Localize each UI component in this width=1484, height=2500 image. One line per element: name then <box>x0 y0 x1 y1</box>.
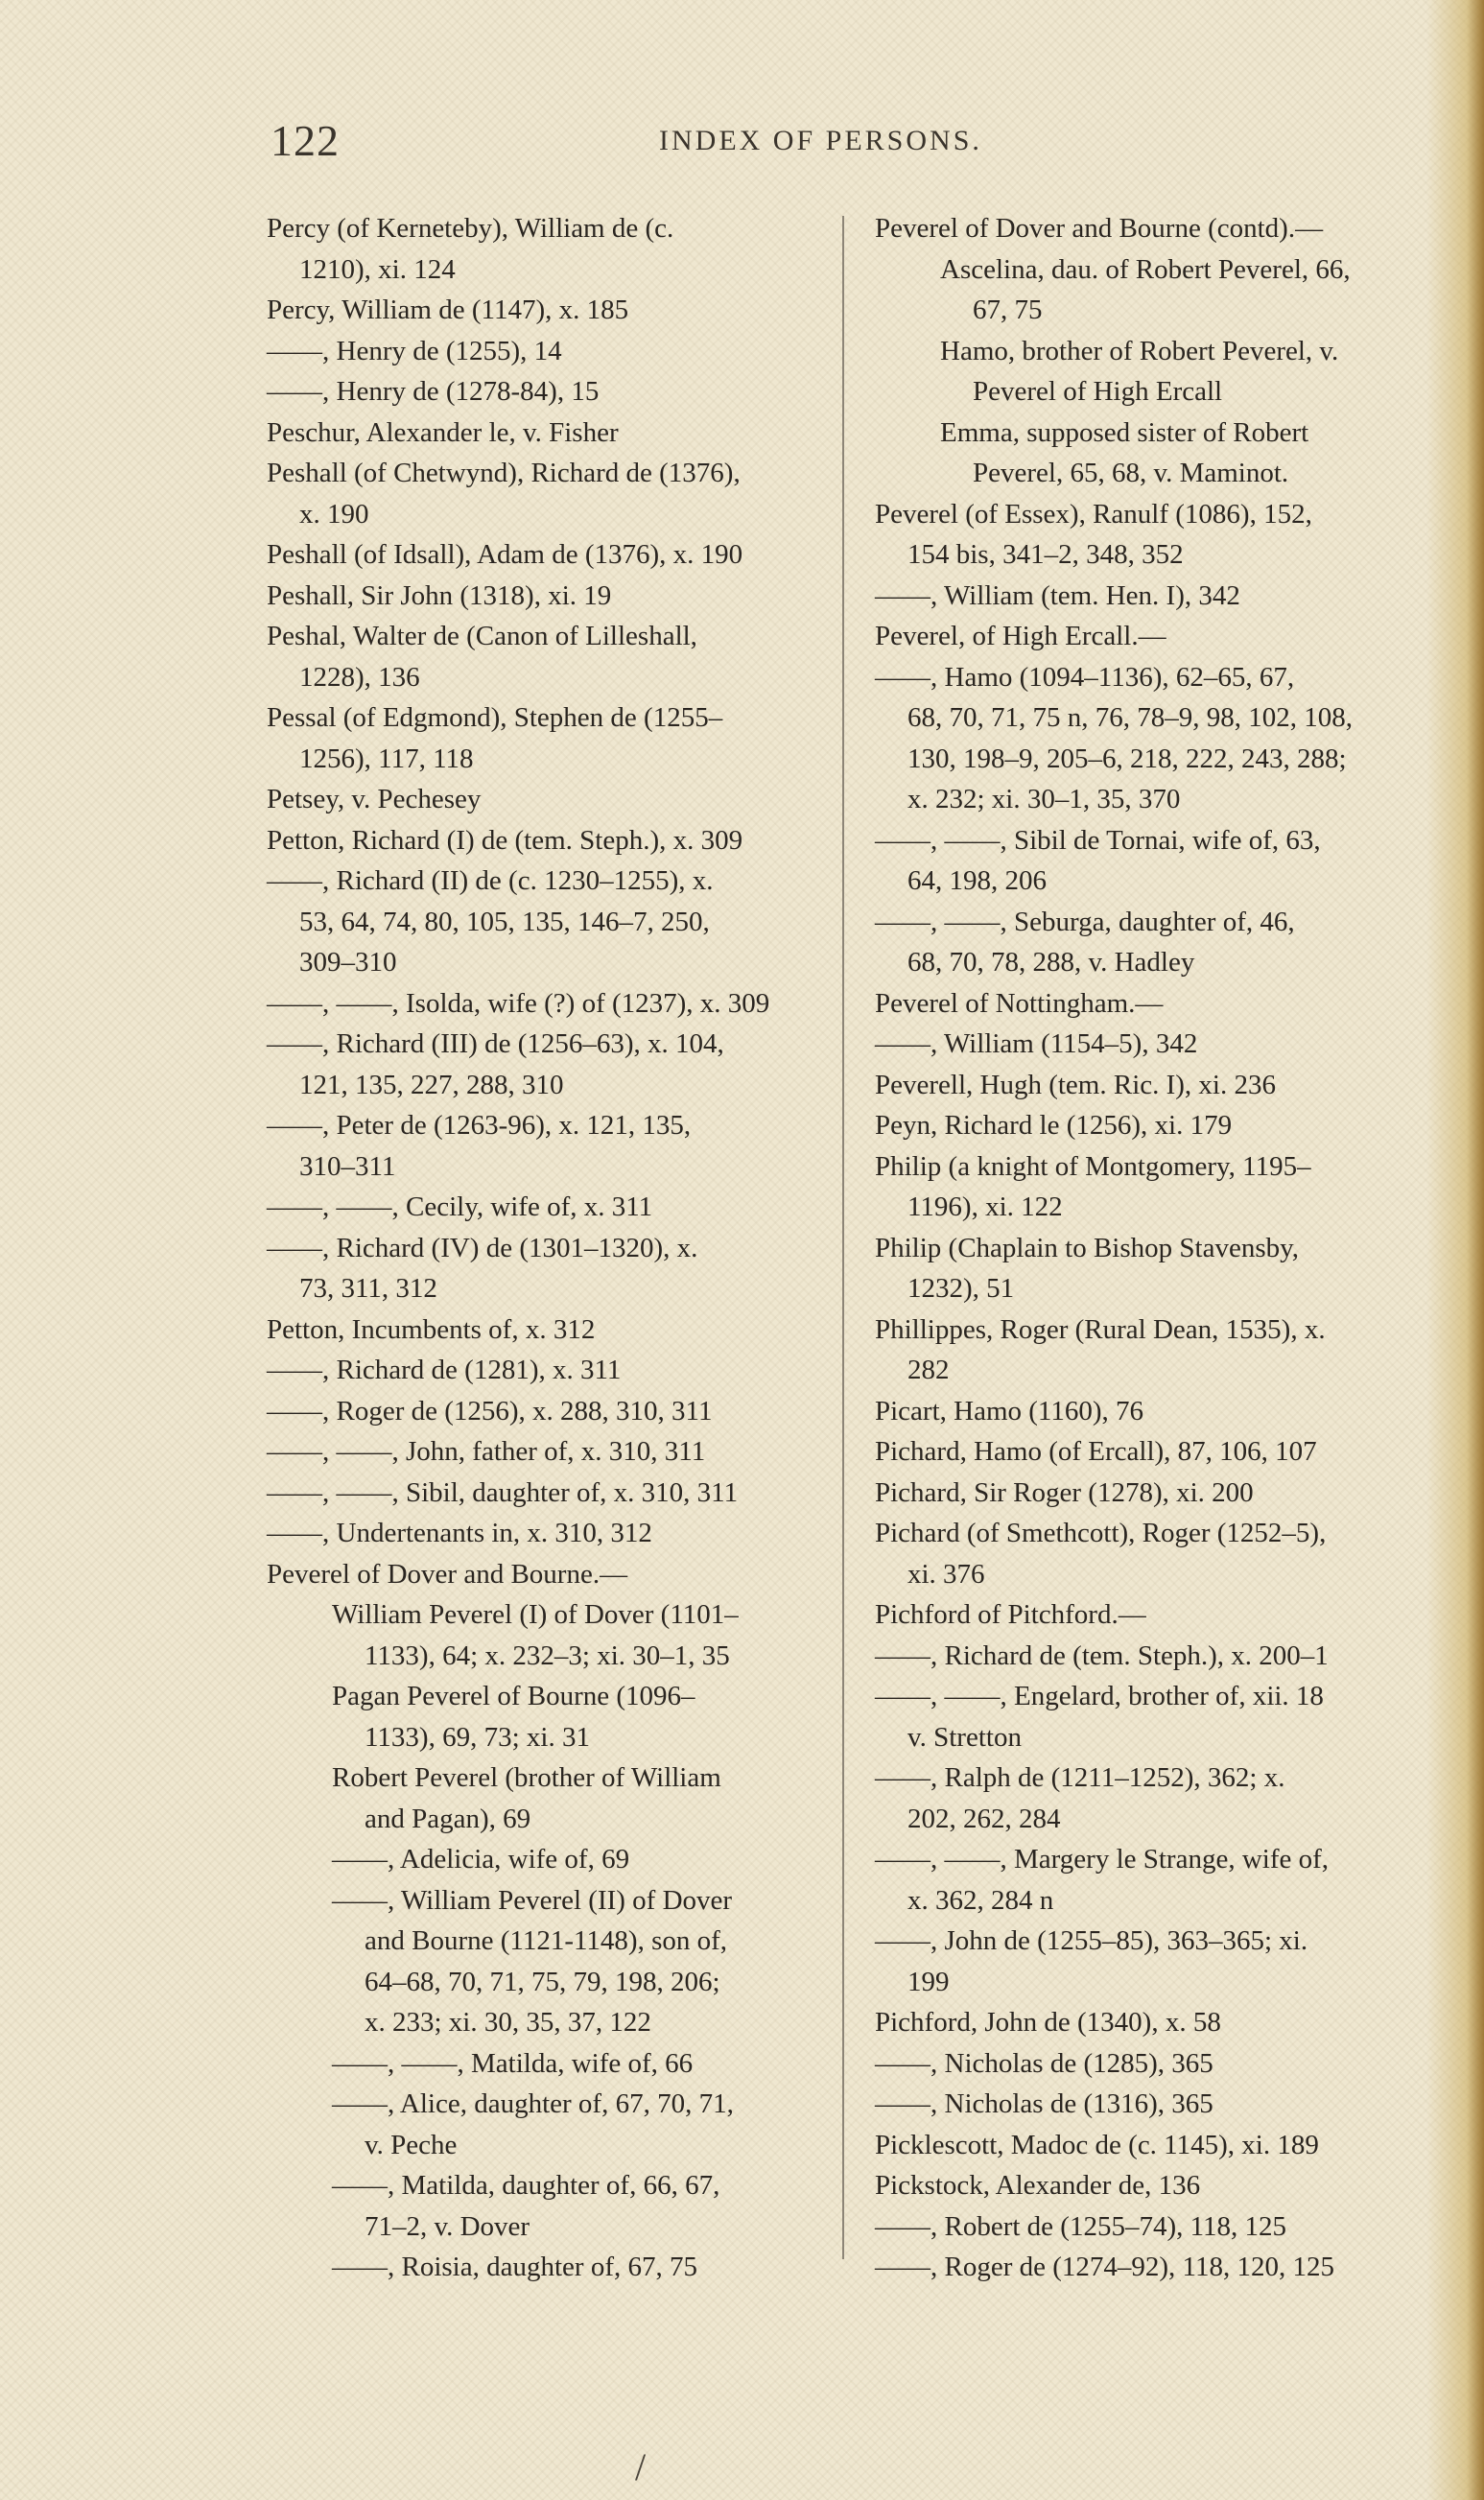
index-entry <box>267 983 828 1025</box>
index-entry-line: ——, Richard (II) de (c. 1230–1255), x. <box>267 865 714 896</box>
index-entry-line: Pichard, Hamo (of Ercall), 87, 106, 107 <box>875 1436 1317 1467</box>
index-entry-line: Picklescott, Madoc de (c. 1145), xi. 189 <box>875 2129 1319 2160</box>
index-entry-line: ——, Henry de (1255), 14 <box>267 335 562 366</box>
index-entry <box>267 1228 828 1309</box>
index-entry-line: ——, ——, Margery le Strange, wife of, <box>875 1844 1330 1875</box>
index-column-right <box>875 208 1436 2288</box>
index-entry-line: 282 <box>907 1355 950 1385</box>
index-entry-line: ——, ——, Seburga, daughter of, 46, <box>875 906 1295 937</box>
index-entry-line: Pichford of Pitchford.— <box>875 1599 1146 1630</box>
index-entry-line: ——, Roisia, daughter of, 67, 75 <box>332 2252 697 2282</box>
index-entry-line: ——, Roger de (1274–92), 118, 120, 125 <box>875 2252 1334 2282</box>
index-entry <box>875 657 1436 820</box>
index-entry <box>875 576 1436 617</box>
index-entry-line: William Peverel (I) of Dover (1101– <box>332 1599 739 1630</box>
index-entry <box>267 1391 828 1432</box>
index-entry <box>267 1594 828 1676</box>
index-entry-line: 73, 311, 312 <box>299 1273 437 1304</box>
index-entry <box>875 1065 1436 1106</box>
index-entry-line: ——, Richard de (tem. Steph.), x. 200–1 <box>875 1639 1329 1671</box>
index-entry-line: Pichford, John de (1340), x. 58 <box>875 2007 1221 2038</box>
index-entry-line: ——, Peter de (1263-96), x. 121, 135, <box>267 1110 692 1141</box>
index-entry-line: and Bourne (1121-1148), son of, <box>365 1925 728 1956</box>
index-entry-line: Robert Peverel (brother of William <box>332 1762 721 1793</box>
index-entry-line: Peverel of High Ercall <box>973 376 1223 407</box>
index-entry-line: ——, Hamo (1094–1136), 62–65, 67, <box>875 661 1295 693</box>
index-entry-line: ——, ——, Matilda, wife of, 66 <box>332 2047 694 2079</box>
index-entry-line: ——, Alice, daughter of, 67, 70, 71, <box>332 2088 734 2119</box>
index-entry-line: Peverel, 65, 68, v. Maminot. <box>973 458 1289 488</box>
index-entry-line: 71–2, v. Dover <box>365 2210 530 2242</box>
index-entry-line: ——, Matilda, daughter of, 66, 67, <box>332 2170 720 2201</box>
index-entry-line: 309–310 <box>299 947 397 978</box>
index-entry-line: Peverel, of High Ercall.— <box>875 621 1166 651</box>
column-divider <box>842 216 844 2259</box>
index-entry <box>267 1839 828 1880</box>
index-entry <box>267 779 828 820</box>
index-entry-line: ——, Nicholas de (1316), 365 <box>875 2088 1213 2119</box>
index-entry <box>267 2165 828 2247</box>
index-entry-line: 68, 70, 71, 75 n, 76, 78–9, 98, 102, 108, <box>907 702 1353 733</box>
index-entry <box>875 1391 1436 1432</box>
index-entry <box>875 1676 1436 1757</box>
index-entry <box>875 1431 1436 1473</box>
index-entry <box>875 1757 1436 1839</box>
index-entry-line: Peshall, Sir John (1318), xi. 19 <box>267 579 612 611</box>
index-entry-line: ——, ——, Isolda, wife (?) of (1237), x. 309 <box>267 987 770 1019</box>
index-entry-line: ——, ——, Sibil, daughter of, x. 310, 311 <box>267 1476 739 1508</box>
index-entry <box>875 820 1436 902</box>
index-entry <box>267 331 828 372</box>
index-entry <box>875 413 1436 494</box>
index-entry <box>267 1676 828 1757</box>
index-entry-line: Peshal, Walter de (Canon of Lilleshall, <box>267 621 697 651</box>
index-entry <box>875 1594 1436 1636</box>
index-entry <box>875 2247 1436 2288</box>
index-entry-line: ——, John de (1255–85), 363–365; xi. <box>875 1925 1308 1956</box>
index-entry-line: 130, 198–9, 205–6, 218, 222, 243, 288; <box>907 743 1347 774</box>
index-entry-line: Pichard, Sir Roger (1278), xi. 200 <box>875 1476 1254 1508</box>
index-entry <box>875 2206 1436 2248</box>
index-entry-line: ——, Robert de (1255–74), 118, 125 <box>875 2210 1287 2242</box>
index-entry-line: Pessal (of Edgmond), Stephen de (1255– <box>267 702 723 733</box>
index-entry-line: x. 232; xi. 30–1, 35, 370 <box>907 784 1181 814</box>
page-header <box>271 115 1038 173</box>
index-entry <box>267 371 828 413</box>
index-entry-line: Picart, Hamo (1160), 76 <box>875 1395 1144 1427</box>
index-entry-line: and Pagan), 69 <box>365 1803 531 1834</box>
index-entry-line: ——, William (tem. Hen. I), 342 <box>875 579 1240 611</box>
index-entry-line: Peverel of Dover and Bourne (contd).— <box>875 213 1324 244</box>
index-entry <box>267 1350 828 1391</box>
index-entry <box>875 902 1436 983</box>
index-entry <box>267 2084 828 2165</box>
running-head: INDEX OF PERSONS. <box>659 125 982 156</box>
index-entry-line: ——, ——, John, father of, x. 310, 311 <box>267 1436 706 1467</box>
index-entry <box>875 1024 1436 1065</box>
index-entry-line: Emma, supposed sister of Robert <box>940 416 1309 448</box>
index-entry-line: ——, Undertenants in, x. 310, 312 <box>267 1518 652 1548</box>
index-entry-line: ——, William (1154–5), 342 <box>875 1028 1198 1059</box>
index-entry-line: Petton, Incumbents of, x. 312 <box>267 1313 596 1345</box>
index-entry-line: 1133), 64; x. 232–3; xi. 30–1, 35 <box>365 1639 730 1671</box>
index-entry-line: 67, 75 <box>973 295 1043 325</box>
index-entry-line: xi. 376 <box>907 1558 985 1590</box>
index-entry <box>875 1309 1436 1391</box>
index-entry-line: ——, William Peverel (II) of Dover <box>332 1884 733 1916</box>
index-entry <box>875 1473 1436 1514</box>
index-entry-line: 64, 198, 206 <box>907 865 1047 896</box>
index-entry-line: Philip (a knight of Montgomery, 1195– <box>875 1150 1311 1182</box>
index-entry-line: 154 bis, 341–2, 348, 352 <box>907 539 1184 570</box>
index-entry-line: ——, Richard de (1281), x. 311 <box>267 1355 622 1385</box>
index-entry-line: 202, 262, 284 <box>907 1803 1061 1834</box>
index-entry-line: Percy (of Kerneteby), William de (c. <box>267 213 674 244</box>
index-entry <box>267 2043 828 2085</box>
index-entry <box>267 616 828 697</box>
index-entry-line: x. 233; xi. 30, 35, 37, 122 <box>365 2007 651 2038</box>
index-entry-line: x. 190 <box>299 498 369 530</box>
index-entry <box>267 820 828 861</box>
page-number: 122 <box>271 116 340 165</box>
index-entry-line: Petsey, v. Pechesey <box>267 784 482 814</box>
index-entry-line: Peverel (of Essex), Ranulf (1086), 152, <box>875 498 1312 530</box>
index-entry-line: Peschur, Alexander le, v. Fisher <box>267 416 619 448</box>
index-entry <box>875 1105 1436 1146</box>
index-entry <box>875 1636 1436 1677</box>
index-entry-line: Peverel of Dover and Bourne.— <box>267 1558 628 1590</box>
index-entry <box>267 2247 828 2288</box>
index-entry <box>267 1105 828 1187</box>
index-entry <box>267 1513 828 1554</box>
index-entry-line: Hamo, brother of Robert Peverel, v. <box>940 335 1339 366</box>
index-entry-line: 121, 135, 227, 288, 310 <box>299 1069 564 1100</box>
index-entry-line: ——, ——, Sibil de Tornai, wife of, 63, <box>875 824 1321 856</box>
index-entry <box>875 983 1436 1025</box>
index-entry-line: Pickstock, Alexander de, 136 <box>875 2170 1201 2201</box>
index-entry <box>267 534 828 576</box>
index-entry <box>875 2165 1436 2206</box>
index-entry <box>875 2125 1436 2166</box>
index-entry <box>267 1024 828 1105</box>
index-entry-line: 1256), 117, 118 <box>299 743 474 774</box>
index-entry <box>875 249 1436 331</box>
index-entry <box>875 616 1436 657</box>
index-entry <box>267 861 828 983</box>
index-entry <box>267 1431 828 1473</box>
index-entry <box>875 1513 1436 1594</box>
index-entry <box>267 697 828 779</box>
index-entry-line: 1196), xi. 122 <box>907 1191 1063 1222</box>
index-entry <box>267 1309 828 1351</box>
footer-mark: / <box>635 2445 647 2488</box>
index-entry-line: 199 <box>907 1966 950 1997</box>
index-entry <box>267 576 828 617</box>
index-entry-line: Percy, William de (1147), x. 185 <box>267 295 629 325</box>
index-entry-line: Peyn, Richard le (1256), xi. 179 <box>875 1110 1233 1141</box>
index-entry <box>267 453 828 534</box>
index-entry-line: ——, Adelicia, wife of, 69 <box>332 1844 630 1875</box>
index-entry-line: ——, Richard (III) de (1256–63), x. 104, <box>267 1028 724 1059</box>
index-entry-line: 310–311 <box>299 1150 396 1182</box>
index-entry <box>267 1554 828 1595</box>
index-entry <box>875 494 1436 576</box>
index-entry <box>267 1880 828 2043</box>
index-entry <box>875 2084 1436 2125</box>
index-entry-line: Petton, Richard (I) de (tem. Steph.), x. 309 <box>267 824 743 856</box>
index-entry <box>875 208 1436 249</box>
index-entry-line: 64–68, 70, 71, 75, 79, 198, 206; <box>365 1966 720 1997</box>
index-entry-line: Peverel of Nottingham.— <box>875 987 1164 1019</box>
index-entry-line: ——, Roger de (1256), x. 288, 310, 311 <box>267 1395 713 1427</box>
index-entry <box>875 2043 1436 2085</box>
index-entry-line: ——, Ralph de (1211–1252), 362; x. <box>875 1762 1285 1793</box>
index-entry-line: Philip (Chaplain to Bishop Stavensby, <box>875 1232 1299 1263</box>
index-column-left <box>267 208 828 2288</box>
index-entry <box>875 1146 1436 1228</box>
index-entry-line: 1228), 136 <box>299 661 420 693</box>
index-entry-line: x. 362, 284 n <box>907 1884 1054 1916</box>
index-entry-line: ——, Nicholas de (1285), 365 <box>875 2047 1213 2079</box>
index-entry-line: v. Peche <box>365 2129 458 2160</box>
index-entry <box>267 413 828 454</box>
index-entry-line: ——, Henry de (1278-84), 15 <box>267 376 600 407</box>
index-entry-line: ——, ——, Engelard, brother of, xii. 18 <box>875 1681 1324 1711</box>
index-entry-line: 1232), 51 <box>907 1273 1015 1304</box>
index-entry-line: Ascelina, dau. of Robert Peverel, 66, <box>940 253 1351 285</box>
index-entry <box>267 1757 828 1839</box>
index-entry-line: 1133), 69, 73; xi. 31 <box>365 1721 590 1753</box>
index-entry-line: Peverell, Hugh (tem. Ric. I), xi. 236 <box>875 1069 1276 1100</box>
index-entry-line: Peshall (of Idsall), Adam de (1376), x. 190 <box>267 539 743 570</box>
index-entry <box>267 1187 828 1228</box>
index-entry-line: Pagan Peverel of Bourne (1096– <box>332 1681 695 1711</box>
index-entry-line: v. Stretton <box>907 1721 1022 1753</box>
index-entry <box>267 208 828 290</box>
index-entry-line: 1210), xi. 124 <box>299 253 456 285</box>
index-entry-line: Pichard (of Smethcott), Roger (1252–5), <box>875 1518 1327 1548</box>
index-entry <box>875 1228 1436 1309</box>
index-entry-line: 68, 70, 78, 288, v. Hadley <box>907 947 1195 978</box>
index-entry <box>875 331 1436 413</box>
index-entry <box>267 1473 828 1514</box>
index-entry <box>267 290 828 331</box>
index-entry-line: Phillippes, Roger (Rural Dean, 1535), x. <box>875 1313 1326 1345</box>
index-entry <box>875 2002 1436 2043</box>
index-entry-line: ——, Richard (IV) de (1301–1320), x. <box>267 1232 698 1263</box>
index-entry <box>875 1921 1436 2002</box>
index-entry-line: 53, 64, 74, 80, 105, 135, 146–7, 250, <box>299 906 710 937</box>
index-entry-line: Peshall (of Chetwynd), Richard de (1376), <box>267 458 741 488</box>
index-entry <box>875 1839 1436 1921</box>
index-entry-line: ——, ——, Cecily, wife of, x. 311 <box>267 1191 653 1222</box>
